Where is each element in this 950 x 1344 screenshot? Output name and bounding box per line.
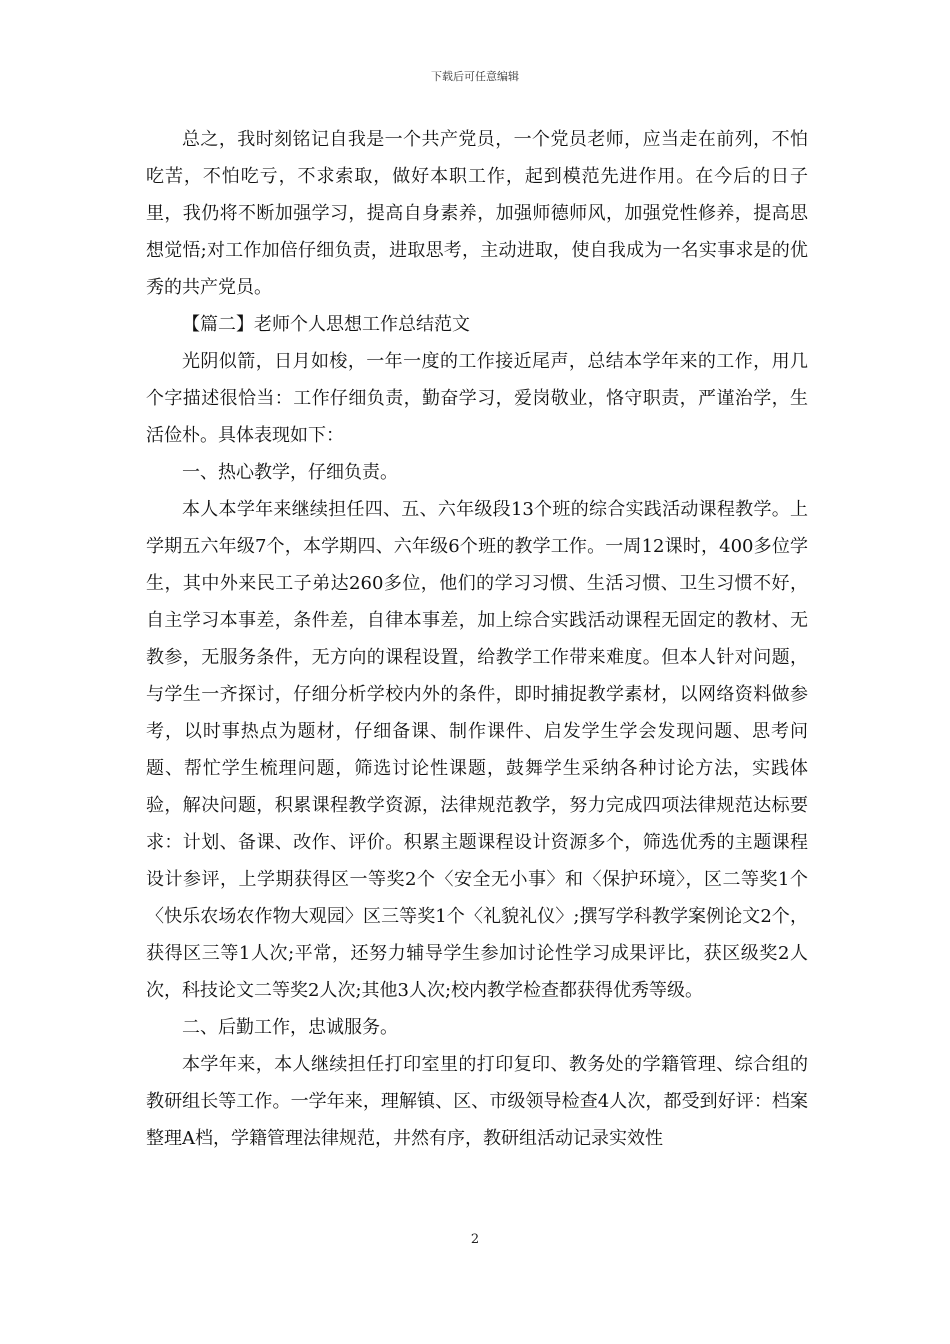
paragraph-teaching: 本人本学年来继续担任四、五、六年级段13个班的综合实践活动课程教学。上学期五六年级7个，本学期四、六年级6个班的教学工作。一周12课时，400多位学生，其中外来民工子弟达260多位，他们的学习习惯、生活习惯、卫生习惯不好，自主学习本事差，条件差，自律本事差，加上综合实践活动课程无固定的教材、无教参，无服务条件，无方向的课程设置，给教学工作带来难度。但本人针对问题，与学生一齐探讨，仔细分析学校内外的条件，即时捕捉教学素材，以网络资料做参考，以时事热点为题材，仔细备课、制作课件、启发学生学会发现问题、思考问题、帮忙学生梳理问题，筛选讨论性课题，鼓舞学生采纳各种讨论方法，实践体验，解决问题，积累课程教学资源，法律规范教学，努力完成四项法律规范达标要求：计划、备课、改作、评价。积累主题课程设计资源多个，筛选优秀的主题课程设计参评，上学期获得区一等奖2个〈安全无小事〉和〈保护环境〉，区二等奖1个〈快乐农场农作物大观园〉区三等奖1个〈礼貌礼仪〉;撰写学科教学案例论文2个，获得区三等1人次;平常，还努力辅导学生参加讨论性学习成果评比，获区级奖2人次，科技论文二等奖2人次;其他3人次;校内教学检查都获得优秀等级。 [146, 499, 808, 1001]
page-number: 2 [470, 1232, 480, 1247]
paragraph-intro: 光阴似箭，日月如梭，一年一度的工作接近尾声，总结本学年来的工作，用几个字描述很恰当：工作仔细负责，勤奋学习，爱岗敬业，恪守职责，严谨治学，生活俭朴。具体表现如下： [146, 351, 808, 446]
paragraph-logistics: 本学年来，本人继续担任打印室里的打印复印、教务处的学籍管理、综合组的教研组长等工作。一学年来，理解镇、区、市级领导检查4人次，都受到好评：档案整理A档，学籍管理法律规范，井然有序，教研组活动记录实效性 [146, 1054, 808, 1149]
subheading-teaching: 一、热心教学，仔细负责。 [182, 462, 398, 483]
document-body [146, 121, 808, 1157]
paragraph-conclusion: 总之，我时刻铭记自我是一个共产党员，一个党员老师，应当走在前列，不怕吃苦，不怕吃亏，不求索取，做好本职工作，起到模范先进作用。在今后的日子里，我仍将不断加强学习，提高自身素养，加强师德师风，加强党性修养，提高思想觉悟;对工作加倍仔细负责，进取思考，主动进取，使自我成为一名实事求是的优秀的共产党员。 [146, 129, 808, 298]
section-heading-part-two: 【篇二】老师个人思想工作总结范文 [182, 314, 470, 335]
page-header: 下载后可任意编辑 [431, 70, 519, 83]
subheading-logistics: 二、后勤工作，忠诚服务。 [182, 1017, 398, 1038]
